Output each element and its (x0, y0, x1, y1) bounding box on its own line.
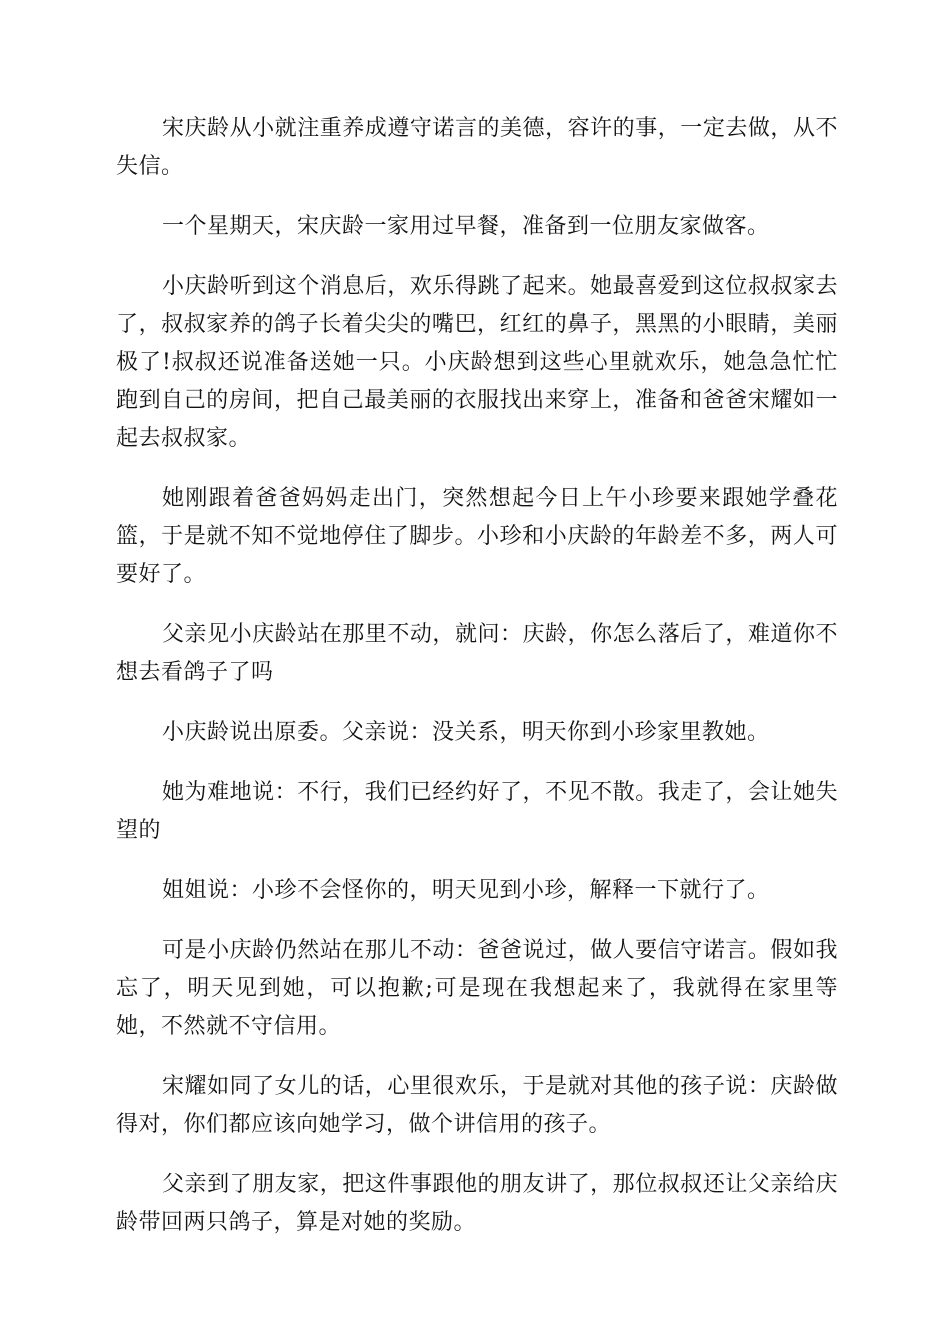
paragraph-3: 小庆龄听到这个消息后，欢乐得跳了起来。她最喜爱到这位叔叔家去了，叔叔家养的鸽子长着尖尖的嘴巴，红红的鼻子，黑黑的小眼睛，美丽极了!叔叔还说准备送她一只。小庆龄想到这些心里就欢乐，她急急忙忙跑到自己的房间，把自己最美丽的衣服找出来穿上，准备和爸爸宋耀如一起去叔叔家。 (116, 274, 838, 451)
paragraph-10: 宋耀如同了女儿的话，心里很欢乐，于是就对其他的孩子说：庆龄做得对，你们都应该向她学习，做个讲信用的孩子。 (116, 1074, 838, 1137)
paragraph-7: 她为难地说：不行，我们已经约好了，不见不散。我走了，会让她失望的 (116, 780, 838, 843)
paragraph-5: 父亲见小庆龄站在那里不动，就问：庆龄，你怎么落后了，难道你不想去看鸽子了吗 (116, 622, 838, 685)
paragraph-8: 姐姐说：小珍不会怪你的，明天见到小珍，解释一下就行了。 (162, 878, 770, 903)
paragraph-4: 她刚跟着爸爸妈妈走出门，突然想起今日上午小珍要来跟她学叠花篮，于是就不知不觉地停住了脚步。小珍和小庆龄的年龄差不多，两人可要好了。 (116, 486, 838, 587)
paragraph-1: 宋庆龄从小就注重养成遵守诺言的美德，容许的事，一定去做，从不失信。 (116, 116, 838, 179)
document-body (116, 110, 838, 1264)
paragraph-11: 父亲到了朋友家，把这件事跟他的朋友讲了，那位叔叔还让父亲给庆龄带回两只鸽子，算是对她的奖励。 (116, 1172, 838, 1235)
paragraph-6: 小庆龄说出原委。父亲说：没关系，明天你到小珍家里教她。 (162, 720, 770, 745)
paragraph-9: 可是小庆龄仍然站在那儿不动：爸爸说过，做人要信守诺言。假如我忘了，明天见到她，可以抱歉;可是现在我想起来了，我就得在家里等她，不然就不守信用。 (116, 938, 838, 1039)
paragraph-2: 一个星期天，宋庆龄一家用过早餐，准备到一位朋友家做客。 (162, 214, 770, 239)
